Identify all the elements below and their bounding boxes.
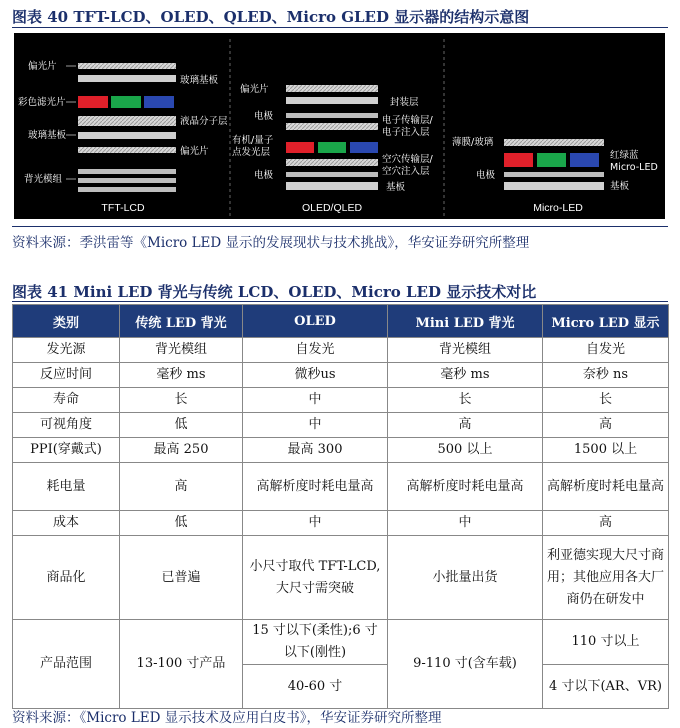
polarizer-top <box>78 63 176 69</box>
table-row <box>13 536 669 620</box>
cell: 中 <box>243 388 388 413</box>
color-filter-green <box>111 96 141 108</box>
panel-title-micro-led: Micro-LED <box>533 202 583 214</box>
cell: 高 <box>120 463 243 511</box>
cell: 毫秒 ms <box>120 363 243 388</box>
label-thin-film: 薄膜/玻璃 <box>452 137 494 148</box>
label-backlight: 背光模组 <box>24 174 63 185</box>
cell: 长 <box>388 388 543 413</box>
cell: 低 <box>120 413 243 438</box>
cell: 长 <box>120 388 243 413</box>
header-category: 类别 <box>13 305 120 338</box>
oled-encapsulation <box>286 97 378 104</box>
header-mini-led: Mini LED 背光 <box>388 305 543 338</box>
cell: 40-60 寸 <box>243 665 388 709</box>
cell: 寿命 <box>13 388 120 413</box>
cell: 高 <box>543 413 669 438</box>
label-emitting-layer-2: 点发光层 <box>232 147 271 158</box>
label-oled-electrode-top: 电极 <box>254 111 274 122</box>
label-oled-electrode-bottom: 电极 <box>254 170 274 181</box>
label-electron-transport: 电子传输层/ <box>382 115 433 126</box>
label-micro-substrate: 基板 <box>610 181 630 192</box>
table-header-row <box>13 305 669 338</box>
label-hole-transport: 空穴传输层/ <box>382 154 433 165</box>
panel-oled-qled <box>232 83 434 214</box>
cell: 高解析度时耗电量高 <box>543 463 669 511</box>
micro-electrode <box>504 172 604 177</box>
oled-emitter-red <box>286 142 314 153</box>
label-oled-substrate: 基板 <box>386 182 406 193</box>
color-filter-blue <box>144 96 174 108</box>
figure-41-title: 图表 41 Mini LED 背光与传统 LCD、OLED、Micro LED 显示技术对比 <box>12 283 537 301</box>
comparison-table <box>12 304 669 709</box>
table-row <box>13 413 669 438</box>
cell: 成本 <box>13 511 120 536</box>
cell: 小尺寸取代 TFT-LCD,大尺寸需突破 <box>243 536 388 620</box>
micro-thin-film <box>504 139 604 146</box>
header-micro-led: Micro LED 显示 <box>543 305 669 338</box>
cell: PPI(穿戴式) <box>13 438 120 463</box>
backlight-layer <box>78 178 176 183</box>
label-polarizer: 偏光片 <box>28 61 57 72</box>
oled-electrode-bottom <box>286 172 378 177</box>
oled-hole-layer <box>286 159 378 166</box>
color-filter-red <box>78 96 108 108</box>
cell: 中 <box>243 413 388 438</box>
cell: 可视角度 <box>13 413 120 438</box>
cell: 背光模组 <box>388 338 543 363</box>
cell: 利亚德实现大尺寸商用；其他应用各大厂商仍在研发中 <box>543 536 669 620</box>
oled-electron-layer <box>286 123 378 130</box>
oled-electrode-top <box>286 113 378 118</box>
cell: 产品范围 <box>13 620 120 709</box>
table-row <box>13 463 669 511</box>
title-rule <box>12 301 668 302</box>
diagram-rule <box>12 226 668 227</box>
cell: 中 <box>243 511 388 536</box>
cell: 自发光 <box>543 338 669 363</box>
table-row <box>13 438 669 463</box>
cell: 高 <box>543 511 669 536</box>
polarizer-bottom <box>78 147 176 153</box>
label-glass-substrate: 玻璃基板 <box>28 130 67 141</box>
glass-substrate-bottom <box>78 132 176 139</box>
cell: 发光源 <box>13 338 120 363</box>
cell: 毫秒 ms <box>388 363 543 388</box>
panel-tft-lcd <box>18 60 228 214</box>
oled-emitter-green <box>318 142 346 153</box>
label-polarizer-right: 偏光片 <box>180 146 209 157</box>
figure-41-source: 资料来源：《Micro LED 显示技术及应用白皮书》，华安证券研究所整理 <box>12 710 442 726</box>
label-glass-substrate-right: 玻璃基板 <box>180 75 219 86</box>
micro-led-red <box>504 153 533 167</box>
cell: 中 <box>388 511 543 536</box>
header-traditional-led: 传统 LED 背光 <box>120 305 243 338</box>
oled-polarizer <box>286 85 378 92</box>
micro-substrate <box>504 182 604 190</box>
backlight-layer <box>78 187 176 192</box>
cell: 奈秒 ns <box>543 363 669 388</box>
cell: 已普遍 <box>120 536 243 620</box>
header-oled: OLED <box>243 305 388 338</box>
cell: 13-100 寸产品 <box>120 620 243 709</box>
cell: 高解析度时耗电量高 <box>388 463 543 511</box>
cell: 4 寸以下(AR、VR) <box>543 665 669 709</box>
cell: 最高 250 <box>120 438 243 463</box>
label-electron-injection: 电子注入层 <box>382 127 430 138</box>
label-rgb: 红绿蓝 <box>610 150 639 161</box>
label-encapsulation: 封装层 <box>390 97 419 108</box>
cell: 微秒us <box>243 363 388 388</box>
label-oled-polarizer: 偏光片 <box>240 84 269 95</box>
title-rule <box>12 27 668 28</box>
table-row <box>13 511 669 536</box>
liquid-crystal-layer <box>78 116 176 126</box>
display-structure-diagram <box>14 33 665 219</box>
cell: 110 寸以上 <box>543 620 669 665</box>
panel-title-oled-qled: OLED/QLED <box>301 202 363 214</box>
panel-micro-led <box>452 136 658 214</box>
oled-substrate <box>286 182 378 190</box>
structure-svg <box>14 33 665 219</box>
table-row <box>13 620 669 665</box>
table-row <box>13 338 669 363</box>
cell: 1500 以上 <box>543 438 669 463</box>
backlight-layer <box>78 169 176 174</box>
cell: 耗电量 <box>13 463 120 511</box>
cell: 小批量出货 <box>388 536 543 620</box>
cell: 自发光 <box>243 338 388 363</box>
oled-emitter-blue <box>350 142 378 153</box>
table-row <box>13 363 669 388</box>
micro-led-green <box>537 153 566 167</box>
label-micro-electrode: 电极 <box>476 170 496 181</box>
cell: 高 <box>388 413 543 438</box>
cell: 9-110 寸(含车载) <box>388 620 543 709</box>
figure-40-title: 图表 40 TFT-LCD、OLED、QLED、Micro GLED 显示器的结构示意图 <box>12 8 530 26</box>
cell: 最高 300 <box>243 438 388 463</box>
label-emitting-layer-1: 有机/量子 <box>232 135 274 146</box>
cell: 低 <box>120 511 243 536</box>
label-color-filter: 彩色滤光片 <box>18 97 66 108</box>
cell: 高解析度时耗电量高 <box>243 463 388 511</box>
cell: 15 寸以下(柔性);6 寸以下(刚性) <box>243 620 388 665</box>
cell: 商品化 <box>13 536 120 620</box>
cell: 反应时间 <box>13 363 120 388</box>
label-micro-led: Micro-LED <box>610 162 658 173</box>
cell: 长 <box>543 388 669 413</box>
label-hole-injection: 空穴注入层 <box>382 166 430 177</box>
cell: 500 以上 <box>388 438 543 463</box>
figure-40-source: 资料来源：季洪雷等《Micro LED 显示的发展现状与技术挑战》，华安证券研究所整理 <box>12 235 530 251</box>
label-lc-layer: 液晶分子层 <box>180 116 228 127</box>
micro-led-blue <box>570 153 599 167</box>
panel-title-tft-lcd: TFT-LCD <box>101 202 145 214</box>
cell: 背光模组 <box>120 338 243 363</box>
glass-substrate-top <box>78 75 176 82</box>
table-row <box>13 388 669 413</box>
